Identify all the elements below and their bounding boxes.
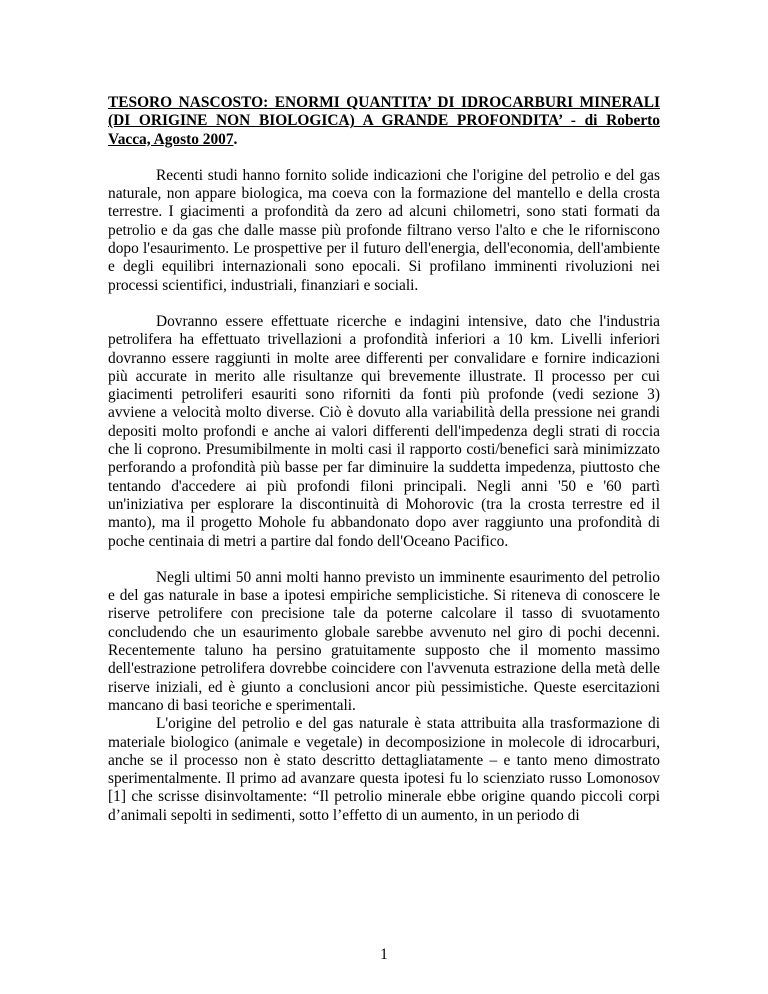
paragraph-1: Recenti studi hanno fornito solide indicazioni che l'origine del petrolio e del gas naturale, non appare biologica, ma coeva con la formazione del mantello e della crosta terrestre. I giacimenti a profondità da zero ad alcuni chilometri, sono stati formati da petrolio e da gas che dalle masse più profonde filtrano verso l'alto e che le riforniscono dopo l'esaurimento. Le prospettive per il futuro dell'energia, dell'economia, dell'ambiente e degli equilibri internazionali sono epocali. Si profilano imminenti rivoluzioni nei processi scientifici, industriali, finanziari e sociali.: [108, 166, 660, 294]
paragraph-2: Dovranno essere effettuate ricerche e indagini intensive, dato che l'industria petrolifera ha effettuato trivellazioni a profondità inferiori a 10 km. Livelli inferiori dovranno essere raggiunti in molte aree differenti per convalidare e fornire indicazioni più accurate in merito alle risultanze qui brevemente illustrate. Il processo per cui giacimenti petroliferi esauriti sono riforniti da fonti più profonde (vedi sezione 3) avviene a velocità molto diverse. Ciò è dovuto alla variabilità della pressione nei grandi depositi molto profondi e anche ai valori differenti dell'impedenza degli strati di roccia che li coprono. Presumibilmente in molti casi il rapporto costi/benefici sarà minimizzato perforando a profondità più basse per far diminuire la suddetta impedenza, piuttosto che tentando d'accedere ai più profondi filoni principali. Negli anni '50 e '60 partì un'iniziativa per esplorare la discontinuità di Mohorovic (tra la crosta terrestre ed il manto), ma il progetto Mohole fu abbandonato dopo aver raggiunto una profondità di poche centinaia di metri a partire dal fondo dell'Oceano Pacifico.: [108, 312, 660, 550]
page-number: 1: [380, 946, 388, 963]
document-page: [108, 94, 660, 843]
document-title: [108, 94, 660, 149]
paragraph-3: Negli ultimi 50 anni molti hanno previsto un imminente esaurimento del petrolio e del gas naturale in base a ipotesi empiriche semplicistiche. Si riteneva di conoscere le riserve petrolifere con precisione tale da poterne calcolare il tasso di svuotamento concludendo che un esaurimento globale sarebbe avvenuto nel giro di pochi decenni. Recentemente taluno ha persino gratuitamente supposto che il momento massimo dell'estrazione petrolifera dovrebbe coincidere con l'avvenuta estrazione della metà delle riserve iniziali, ed è giunto a conclusioni ancor più pessimistiche. Queste esercitazioni mancano di basi teoriche e sperimentali.: [108, 568, 660, 714]
document-title-underlined: TESORO NASCOSTO: ENORMI QUANTITA’ DI IDROCARBURI MINERALI (DI ORIGINE NON BIOLOGICA) A GRANDE PROFONDITA’ - di Roberto Vacca, Agosto 2007: [108, 94, 660, 148]
paragraph-4: L'origine del petrolio e del gas naturale è stata attribuita alla trasformazione di materiale biologico (animale e vegetale) in decomposizione in molecole di idrocarburi, anche se il processo non è stato descritto dettagliatamente – e tanto meno dimostrato sperimentalmente. Il primo ad avanzare questa ipotesi fu lo scienziato russo Lomonosov [1] che scrisse disinvoltamente: “Il petrolio minerale ebbe origine quando piccoli corpi d’animali sepolti in sedimenti, sotto l’effetto di un aumento, in un periodo di: [108, 715, 660, 824]
document-title-suffix: .: [233, 130, 238, 148]
